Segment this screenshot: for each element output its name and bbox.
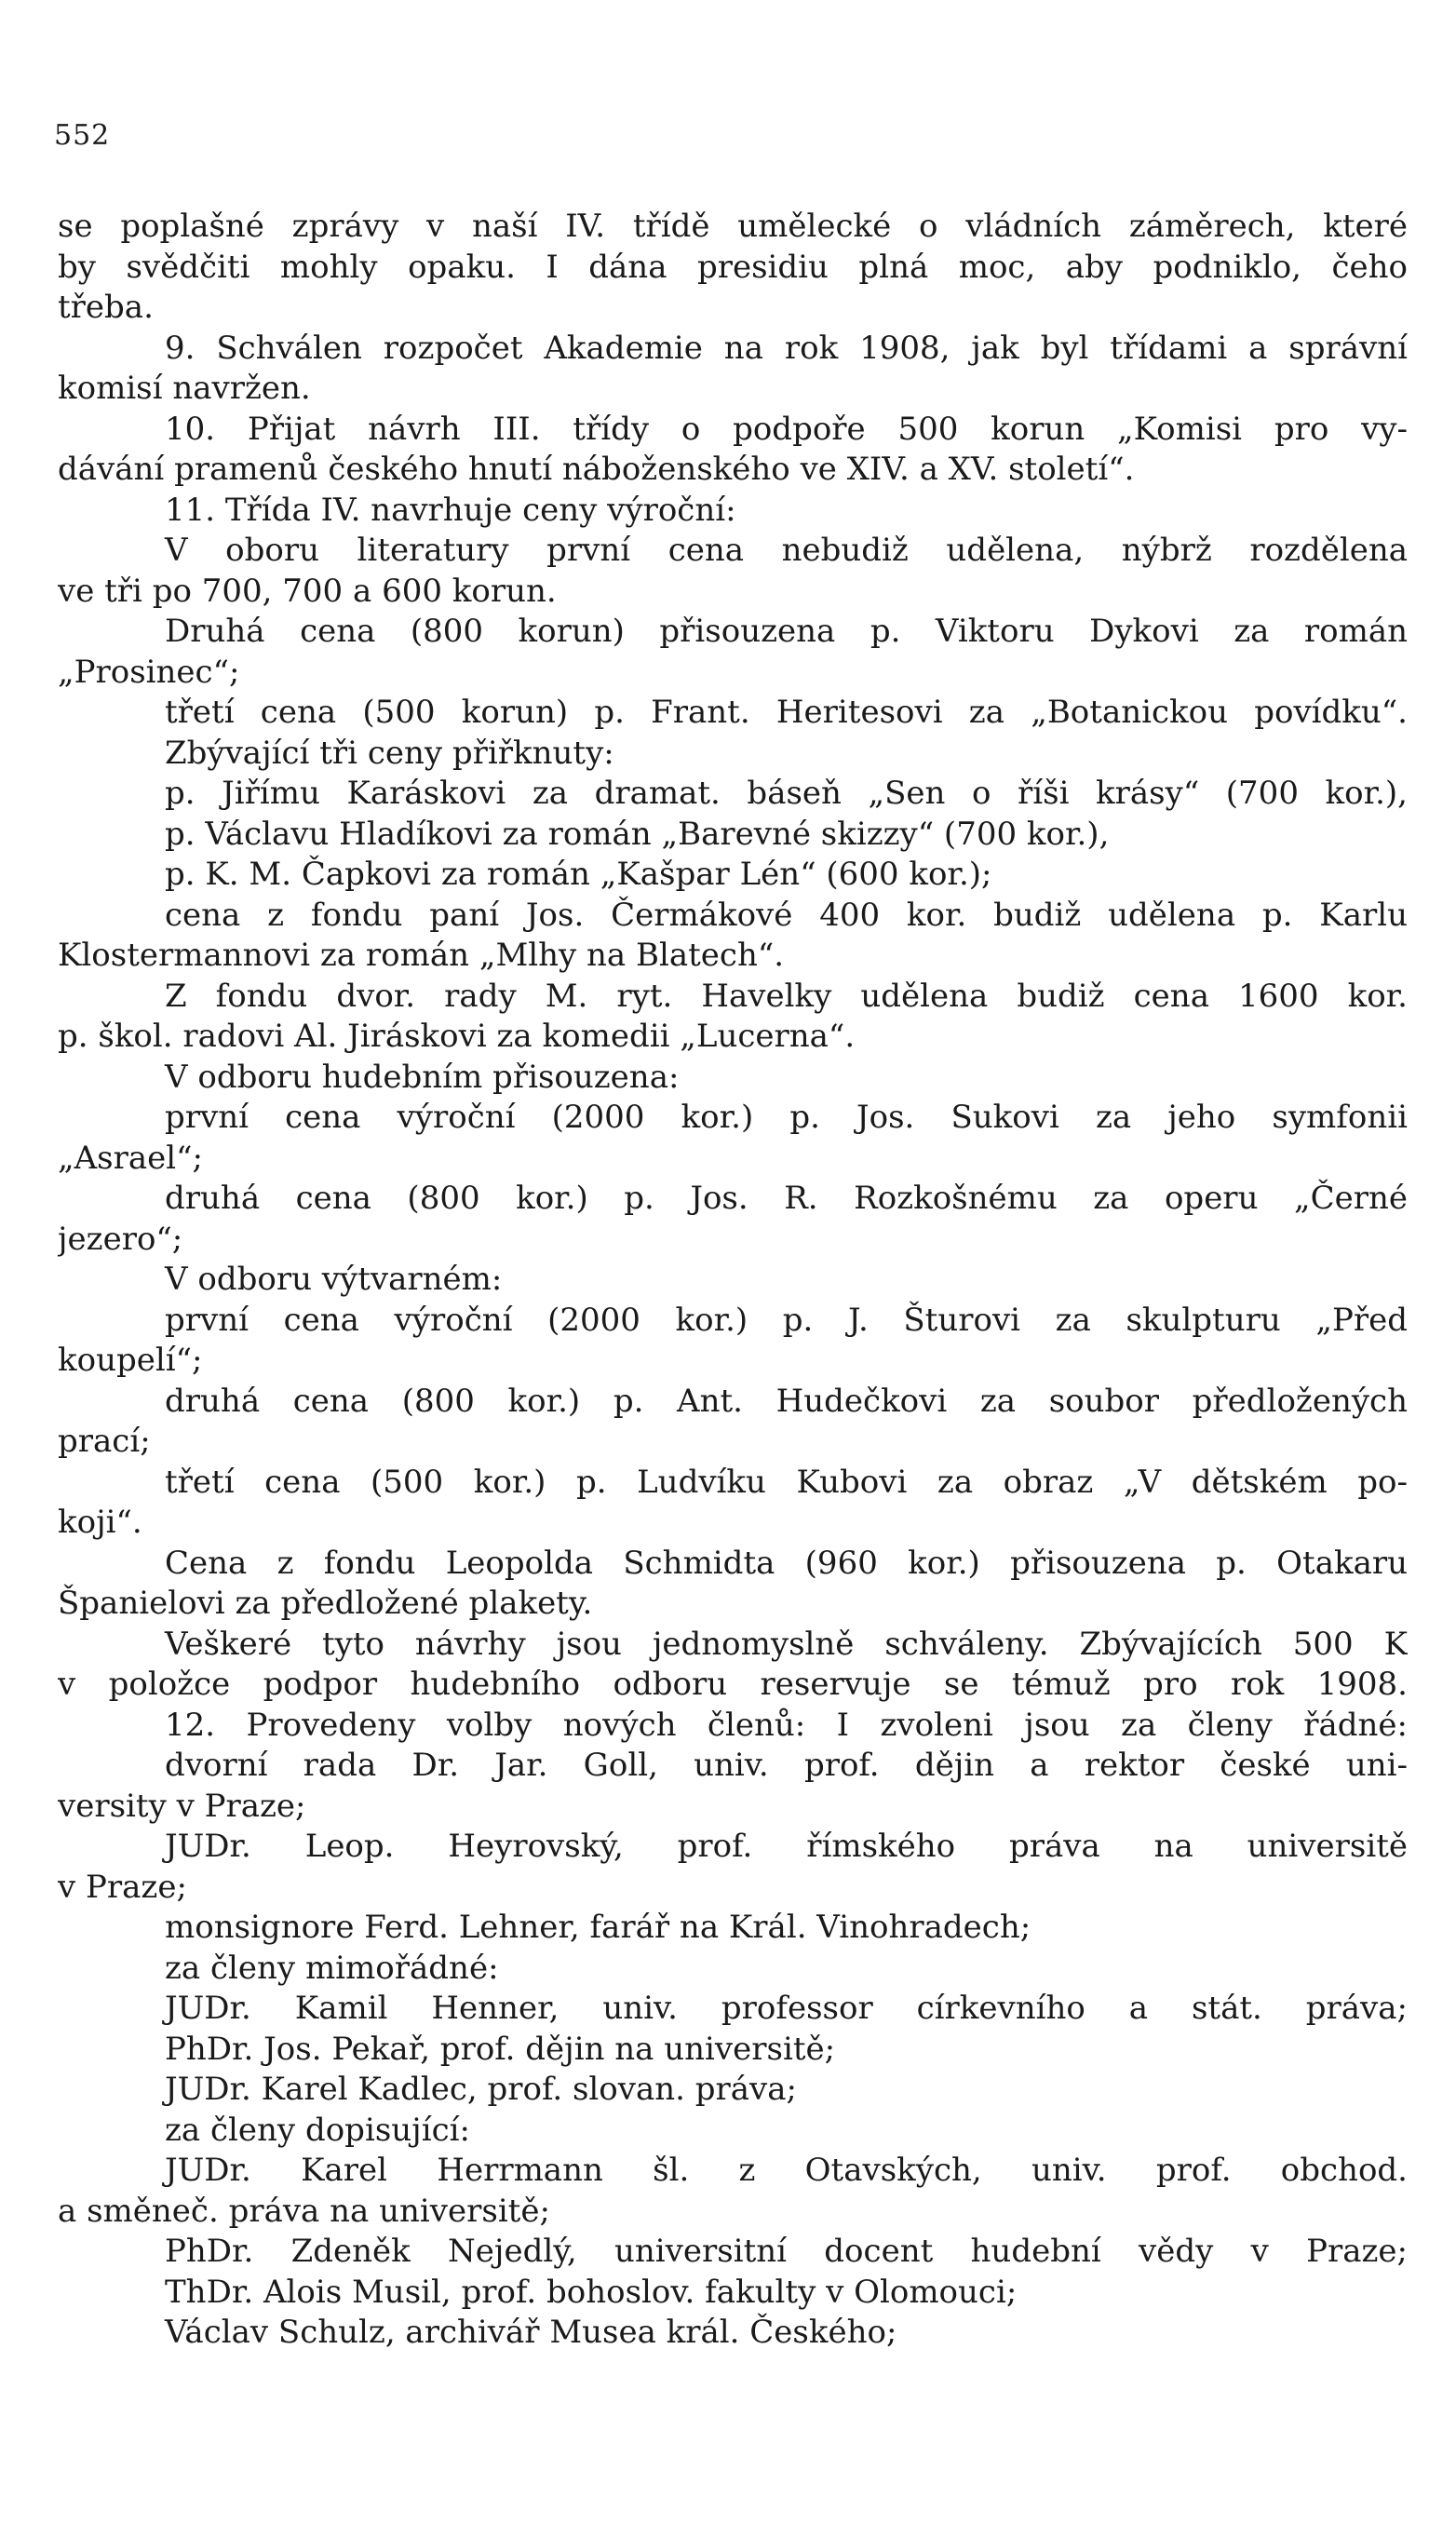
- text-line: „Asrael“;: [58, 1139, 203, 1177]
- text-line: Veškeré tyto návrhy jsou jednomyslně schváleny. Zbývajících 500 K: [165, 1625, 1408, 1663]
- text-line: dvorní rada Dr. Jar. Goll, univ. prof. dějin a rektor české uni-: [165, 1747, 1408, 1784]
- text-line: p. K. M. Čapkovi za román „Kašpar Lén“ (600 kor.);: [165, 856, 992, 893]
- text-line: Z fondu dvor. rady M. ryt. Havelky udělena budiž cena 1600 kor.: [165, 977, 1408, 1015]
- text-line: cena z fondu paní Jos. Čermákové 400 kor. budiž udělena p. Karlu: [165, 896, 1408, 934]
- text-line: koupelí“;: [58, 1342, 203, 1379]
- text-line: jezero“;: [58, 1220, 183, 1258]
- text-line: „Prosinec“;: [58, 653, 240, 691]
- text-line: v Praze;: [58, 1868, 187, 1906]
- text-line: 11. Třída IV. navrhuje ceny výroční:: [165, 491, 736, 529]
- text-line: komisí navržen.: [58, 370, 311, 407]
- text-line: prací;: [58, 1423, 151, 1460]
- body-text: [58, 207, 1408, 2354]
- text-line: V oboru literatury první cena nebudiž udělena, nýbrž rozdělena: [165, 532, 1408, 569]
- text-line: versity v Praze;: [58, 1787, 306, 1825]
- text-line: se poplašné zprávy v naší IV. třídě umělecké o vládních záměrech, které: [58, 208, 1408, 245]
- text-line: JUDr. Leop. Heyrovský, prof. římského práva na universitě: [165, 1828, 1408, 1865]
- text-line: PhDr. Zdeněk Nejedlý, universitní docent hudební vědy v Praze;: [165, 2233, 1408, 2270]
- text-line: V odboru hudebním přisouzena:: [165, 1058, 680, 1096]
- text-line: monsignore Ferd. Lehner, farář na Král. Vinohradech;: [165, 1909, 1031, 1946]
- text-line: první cena výroční (2000 kor.) p. Jos. Sukovi za jeho symfonii: [165, 1099, 1408, 1136]
- page-number: 552: [54, 119, 111, 152]
- text-line: dávání pramenů českého hnutí náboženského ve XIV. a XV. století“.: [58, 451, 1135, 488]
- text-line: 12. Provedeny volby nových členů: I zvoleni jsou za členy řádné:: [165, 1706, 1408, 1744]
- text-line: Václav Schulz, archivář Musea král. Českého;: [165, 2314, 897, 2351]
- text-line: 9. Schválen rozpočet Akademie na rok 1908, jak byl třídami a správní: [165, 329, 1408, 367]
- text-line: druhá cena (800 kor.) p. Jos. R. Rozkošnému za operu „Černé: [165, 1180, 1408, 1217]
- text-line: JUDr. Karel Kadlec, prof. slovan. práva;: [165, 2071, 797, 2108]
- text-line: p. škol. radovi Al. Jiráskovi za komedii „Lucerna“.: [58, 1018, 856, 1055]
- text-line: JUDr. Karel Herrmann šl. z Otavských, univ. prof. obchod.: [165, 2152, 1408, 2189]
- text-line: druhá cena (800 kor.) p. Ant. Hudečkovi za soubor předložených: [165, 1382, 1408, 1420]
- text-line: Zbývající tři ceny přiřknuty:: [165, 734, 614, 772]
- text-line: p. Jiřímu Karáskovi za dramat. báseň „Sen o říši krásy“ (700 kor.),: [165, 775, 1408, 812]
- text-line: Cena z fondu Leopolda Schmidta (960 kor.) přisouzena p. Otakaru: [165, 1544, 1408, 1582]
- text-line: za členy dopisující:: [165, 2111, 470, 2149]
- text-line: 10. Přijat návrh III. třídy o podpoře 500 korun „Komisi pro vy-: [165, 410, 1408, 448]
- text-line: Klostermannovi za román „Mlhy na Blatech“.: [58, 937, 785, 974]
- text-line: v položce podpor hudebního odboru reservuje se témuž pro rok 1908.: [58, 1666, 1408, 1703]
- text-line: PhDr. Jos. Pekař, prof. dějin na universitě;: [165, 2030, 836, 2068]
- text-line: ThDr. Alois Musil, prof. bohoslov. fakulty v Olomouci;: [165, 2273, 1018, 2311]
- text-line: JUDr. Kamil Henner, univ. professor církevního a stát. práva;: [165, 1990, 1408, 2027]
- text-line: třeba.: [58, 289, 154, 326]
- text-line: by svědčiti mohly opaku. I dána presidiu plná moc, aby podniklo, čeho: [58, 248, 1408, 286]
- text-line: ve tři po 700, 700 a 600 korun.: [58, 572, 557, 610]
- text-line: třetí cena (500 korun) p. Frant. Heritesovi za „Botanickou povídku“.: [165, 694, 1408, 731]
- text-line: p. Václavu Hladíkovi za román „Barevné skizzy“ (700 kor.),: [165, 815, 1110, 853]
- text-line: V odboru výtvarném:: [165, 1261, 503, 1298]
- text-line: koji“.: [58, 1504, 142, 1541]
- text-line: první cena výroční (2000 kor.) p. J. Šturovi za skulpturu „Před: [165, 1301, 1408, 1339]
- text-line: a směneč. práva na universitě;: [58, 2192, 550, 2230]
- text-line: třetí cena (500 kor.) p. Ludvíku Kubovi za obraz „V dětském po-: [165, 1463, 1408, 1501]
- text-line: za členy mimořádné:: [165, 1949, 499, 1987]
- text-line: Španielovi za předložené plakety.: [58, 1585, 593, 1622]
- text-line: Druhá cena (800 korun) přisouzena p. Viktoru Dykovi za román: [165, 613, 1408, 650]
